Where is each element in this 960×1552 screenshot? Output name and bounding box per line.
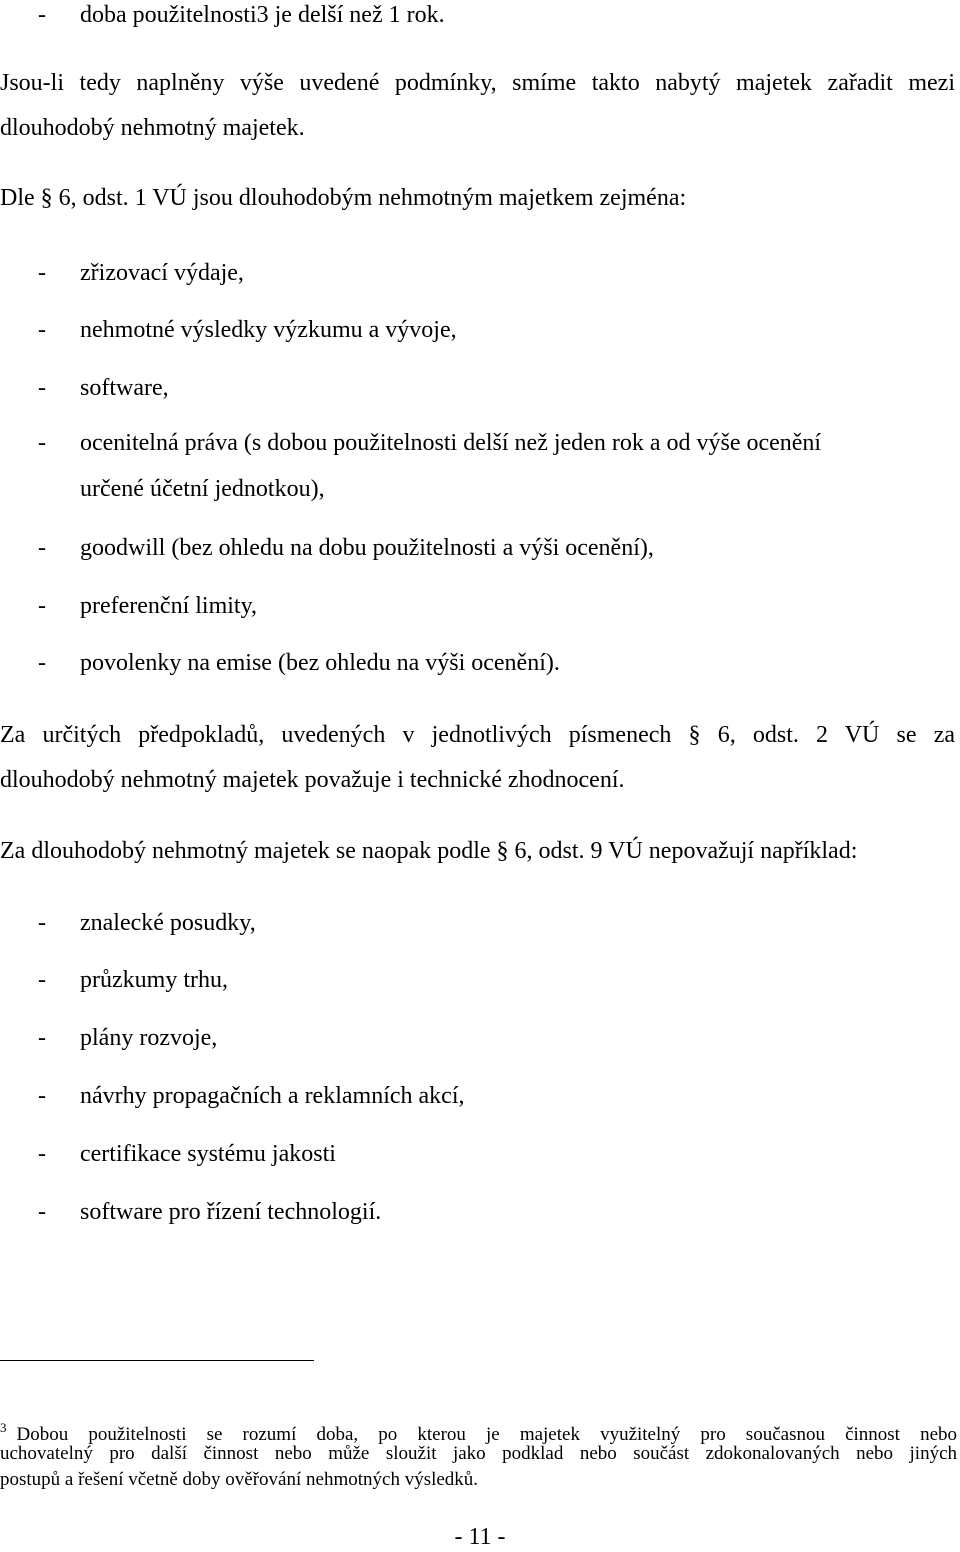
list-dash: -: [38, 535, 46, 561]
list-dash: -: [38, 375, 46, 401]
list-item-text: návrhy propagačních a reklamních akcí,: [80, 1083, 465, 1109]
page-number: - 11 -: [454, 1524, 506, 1550]
list-dash: -: [38, 2, 46, 28]
paragraph-line: dlouhodobý nehmotný majetek.: [0, 115, 305, 141]
paragraph-line: dlouhodobý nehmotný majetek považuje i technické zhodnocení.: [0, 767, 625, 793]
list-dash: -: [38, 1025, 46, 1051]
list-dash: -: [38, 1199, 46, 1225]
list-item-text: ocenitelná práva (s dobou použitelnosti delší než jeden rok a od výše ocenění: [80, 430, 822, 456]
paragraph-line: Za dlouhodobý nehmotný majetek se naopak podle § 6, odst. 9 VÚ nepovažují například:: [0, 838, 858, 864]
list-item-text: goodwill (bez ohledu na dobu použitelnosti a výši ocenění),: [80, 535, 654, 561]
list-item-text: software,: [80, 375, 169, 401]
list-dash: -: [38, 650, 46, 676]
list-dash: -: [38, 317, 46, 343]
footnote-marker: 3: [0, 1420, 7, 1435]
list-item-text: preferenční limity,: [80, 593, 258, 619]
list-item-text: nehmotné výsledky výzkumu a vývoje,: [80, 317, 457, 343]
footnote-line: postupů a řešení včetně doby ověřování nehmotných výsledků.: [0, 1469, 479, 1490]
list-item-text: průzkumy trhu,: [80, 967, 228, 993]
list-item-text: plány rozvoje,: [80, 1025, 218, 1051]
list-item-text: znalecké posudky,: [80, 910, 256, 936]
paragraph-line: Za určitých předpokladů, uvedených v jednotlivých písmenech § 6, odst. 2 VÚ se za: [0, 722, 955, 748]
list-dash: -: [38, 430, 46, 456]
paragraph-line: Dle § 6, odst. 1 VÚ jsou dlouhodobým nehmotným majetkem zejména:: [0, 185, 687, 211]
footnote-separator: [0, 1360, 314, 1361]
list-item-text-continued: určené účetní jednotkou),: [80, 476, 325, 502]
list-item-text: certifikace systému jakosti: [80, 1141, 336, 1167]
list-dash: -: [38, 260, 46, 286]
list-dash: -: [38, 967, 46, 993]
list-dash: -: [38, 1141, 46, 1167]
list-item-text: povolenky na emise (bez ohledu na výši ocenění).: [80, 650, 560, 676]
list-item-text: doba použitelnosti3 je delší než 1 rok.: [80, 2, 445, 28]
footnote-line: uchovatelný pro další činnost nebo může sloužit jako podklad nebo součást zdokonalovaných nebo jiných: [0, 1443, 957, 1464]
list-item-text: software pro řízení technologií.: [80, 1199, 382, 1225]
paragraph-line: Jsou-li tedy naplněny výše uvedené podmínky, smíme takto nabytý majetek zařadit mezi: [0, 70, 955, 96]
list-dash: -: [38, 910, 46, 936]
list-item-text: zřizovací výdaje,: [80, 260, 244, 286]
footnote-text: Dobou použitelnosti se rozumí doba, po kterou je majetek využitelný pro současnou činnost nebo: [16, 1424, 957, 1445]
list-dash: -: [38, 1083, 46, 1109]
list-dash: -: [38, 593, 46, 619]
